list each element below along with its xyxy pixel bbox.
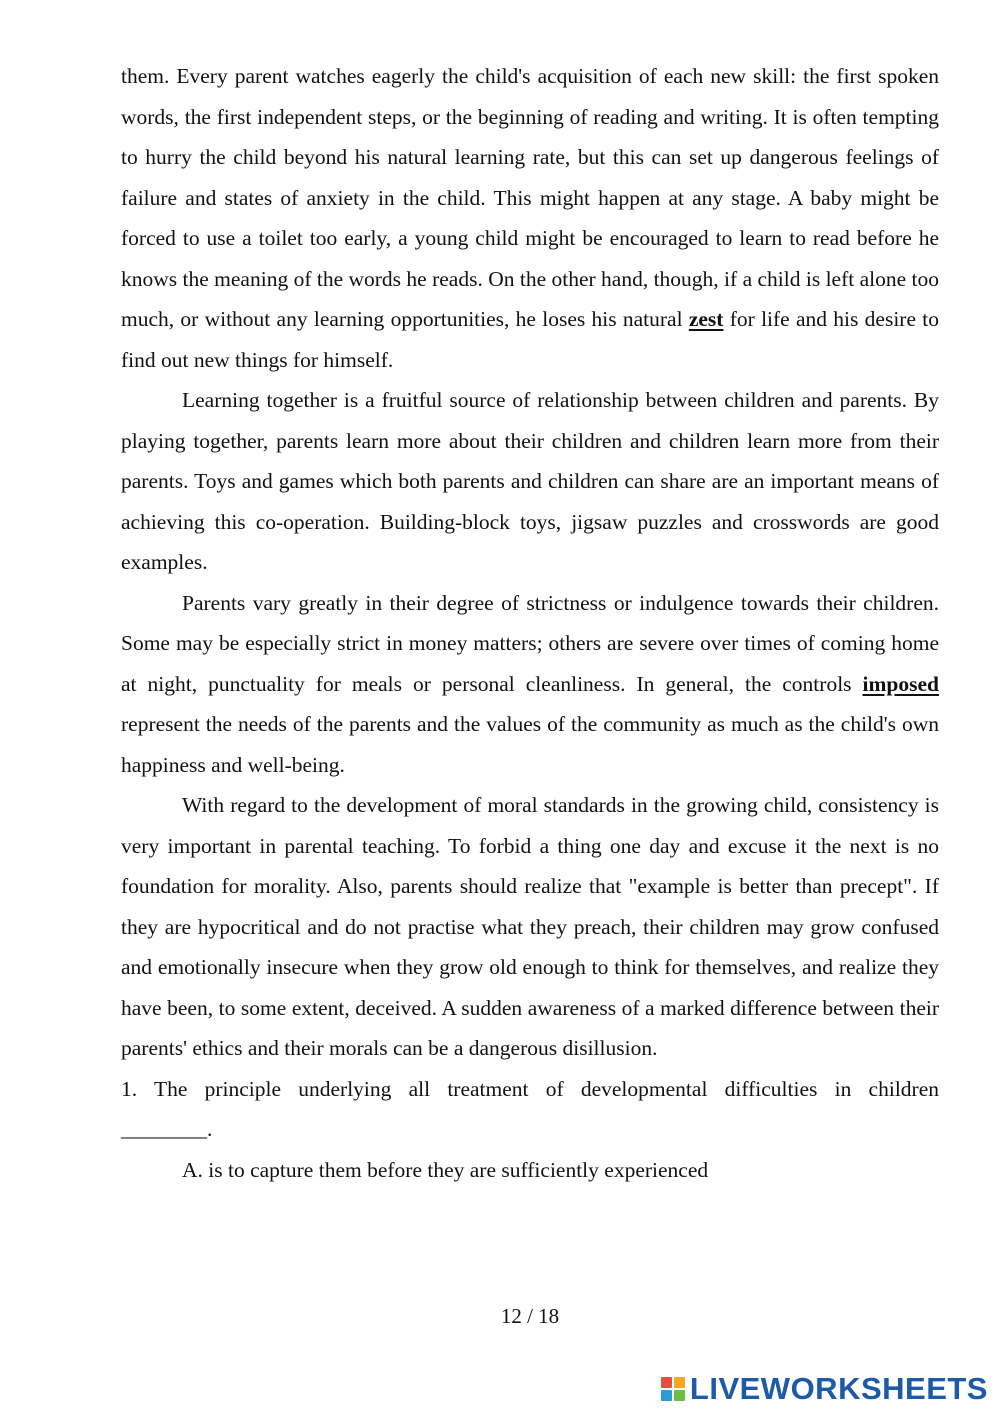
paragraph-3-text-b: represent the needs of the parents and the values of the community as much as the child's own happiness and well-being.	[121, 712, 939, 777]
page-number: 12 / 18	[500, 1304, 560, 1328]
paragraph-3-text-a: Parents vary greatly in their degree of strictness or indulgence towards their children. Some may be especially strict in money matters; others are severe over times of coming home at night, punctuality for meals or personal cleanliness. In general, the controls	[121, 590, 939, 696]
paragraph-3	[121, 583, 939, 786]
paragraph-2: Learning together is a fruitful source of relationship between children and parents. By playing together, parents learn more about their children and children learn more from their parents. Toys and games which both parents and children can share are an important means of achieving this co-operation. Building-block toys, jigsaw puzzles and crosswords are good examples.	[121, 388, 939, 574]
paragraph-1-text-b: for life and his desire to find out new things for himself.	[121, 307, 939, 372]
logo-square-orange	[674, 1377, 685, 1388]
question-1-stem: 1. The principle underlying all treatment of developmental difficulties in children	[121, 1076, 939, 1101]
option-a[interactable]: A. is to capture them before they are sufficiently experienced	[182, 1157, 709, 1182]
keyword-imposed: imposed	[862, 671, 939, 696]
liveworksheets-logo-icon	[661, 1377, 685, 1401]
liveworksheets-wordmark: LIVEWORKSHEETS	[689, 1371, 988, 1406]
paragraph-4: With regard to the development of moral standards in the growing child, consistency is very important in parental teaching. To forbid a thing one day and excuse it the next is no foundation for morality. Also, parents should realize that "example is better than precept". If they are hypocritical and do not practise what they preach, their children may grow confused and emotionally insecure when they grow old enough to think for themselves, and realize they have been, to some extent, deceived. A sudden awareness of a marked difference between their parents' ethics and their morals can be a dangerous disillusion.	[121, 793, 939, 1060]
paragraph-1	[121, 56, 939, 380]
passage-body	[121, 56, 939, 1190]
logo-square-green	[674, 1390, 685, 1401]
logo-square-red	[661, 1377, 672, 1388]
keyword-zest: zest	[688, 307, 724, 331]
liveworksheets-logo[interactable]	[661, 1372, 988, 1406]
question-1-blank: ________.	[121, 1117, 213, 1141]
paragraph-1-text-a: them. Every parent watches eagerly the child's acquisition of each new skill: the first spoken words, the first independent steps, or the beginning of reading and writing. It is often tempting to hurry the child beyond his natural learning rate, but this can set up dangerous feelings of failure and states of anxiety in the child. This might happen at any stage. A baby might be forced to use a toilet too early, a young child might be encouraged to learn to read before he knows the meaning of the words he reads. On the other hand, though, if a child is left alone too much, or without any learning opportunities, he loses his natural	[121, 64, 939, 331]
logo-square-blue	[661, 1390, 672, 1401]
